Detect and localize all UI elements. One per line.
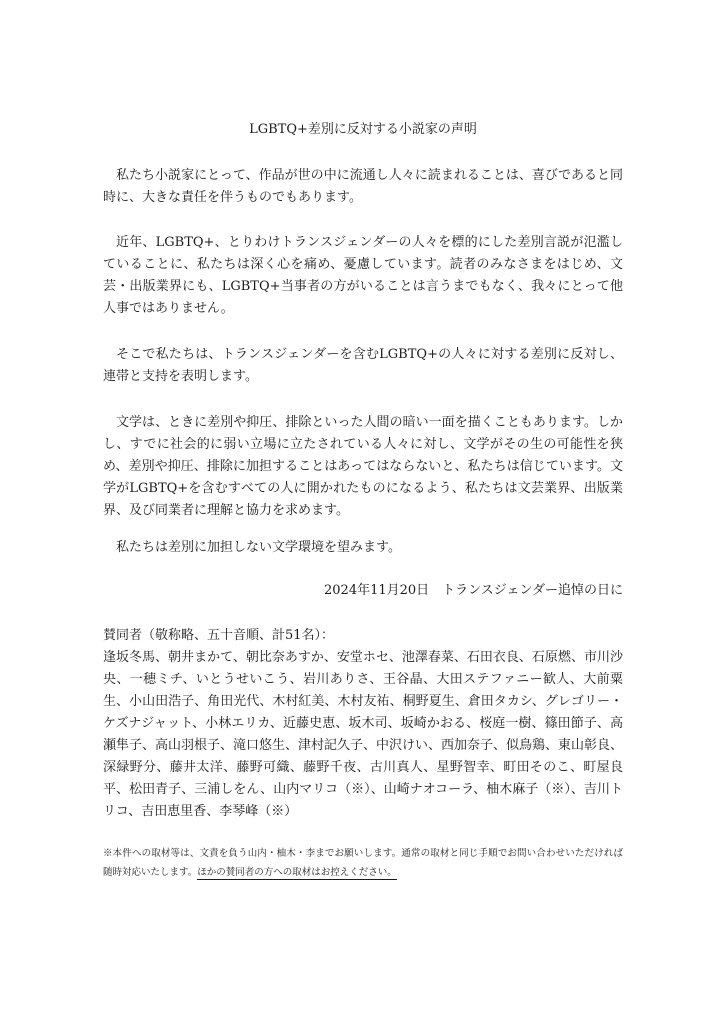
- contact-note: [103, 844, 623, 882]
- signers-block: [103, 625, 623, 823]
- paragraph-3: そこで私たちは、トランスジェンダーを含むLGBTQ+の人々に対する差別に反対し、連帯と支持を表明します。: [103, 347, 623, 384]
- paragraph-4: 文学は、ときに差別や抑圧、排除といった人間の暗い一面を描くこともあります。しかし、すでに社会的に弱い立場に立たされている人々に対し、文学がその生の可能性を狭め、差別や抑圧、排除に加担することはあってはならないと、私たちは信じています。文学がLGBTQ+を含むすべての人に開かれたものになるよう、私たちは文芸業界、出版業界、及び同業者に理解と協力を求めます。: [103, 415, 623, 518]
- paragraph-2: 近年、LGBTQ+、とりわけトランスジェンダーの人々を標的にした差別言説が氾濫していることに、私たちは深く心を痛め、憂慮しています。読者のみなさまをはじめ、文芸・出版業界にも、LGBTQ+当事者の方がいることは言うまでもなく、我々にとって他人事ではありません。: [103, 235, 623, 316]
- contact-note-main: ※本件への取材等は、文責を負う山内・柚木・李までお願いします。通常の取材と同じ手順でお問い合わせいただければ随時対応いたします。: [103, 848, 623, 878]
- paragraph-1: 私たち小説家にとって、作品が世の中に流通し人々に読まれることは、喜びであると同時に、大きな責任を伴うものでもあります。: [103, 168, 623, 205]
- signers-heading: 賛同者（敬称略、五十音順、計51名）：: [103, 628, 335, 643]
- paragraph-5: 私たちは差別に加担しない文学環境を望みます。: [116, 540, 401, 555]
- signers-list: 逢坂冬馬、朝井まかて、朝比奈あすか、安堂ホセ、池澤春菜、石田衣良、石原燃、市川沙央、一穂ミチ、いとうせいこう、岩川ありさ、王谷晶、大田ステファニー歓人、大前粟生、小山田浩子、角田光代、木村紅美、木村友祐、桐野夏生、倉田タカシ、グレゴリー・ケズナジャット、小林エリカ、近藤史恵、坂木司、坂崎かおる、桜庭一樹、篠田節子、高瀬隼子、高山羽根子、滝口悠生、津村記久子、中沢けい、西加奈子、似鳥鶏、東山彰良、深緑野分、藤井太洋、藤野可織、藤野千夜、古川真人、星野智幸、町田そのこ、町屋良平、松田青子、三浦しをん、山内マリコ（※）、山崎ナオコーラ、柚木麻子（※）、吉川トリコ、吉田恵里香、李琴峰（※）: [103, 650, 624, 819]
- document-title: LGBTQ+差別に反対する小説家の声明: [249, 122, 477, 137]
- contact-note-underlined: ほかの賛同者の方への取材はお控えください。: [197, 867, 397, 878]
- date-line: 2024年11月20日 トランスジェンダー追悼の日に: [324, 583, 623, 598]
